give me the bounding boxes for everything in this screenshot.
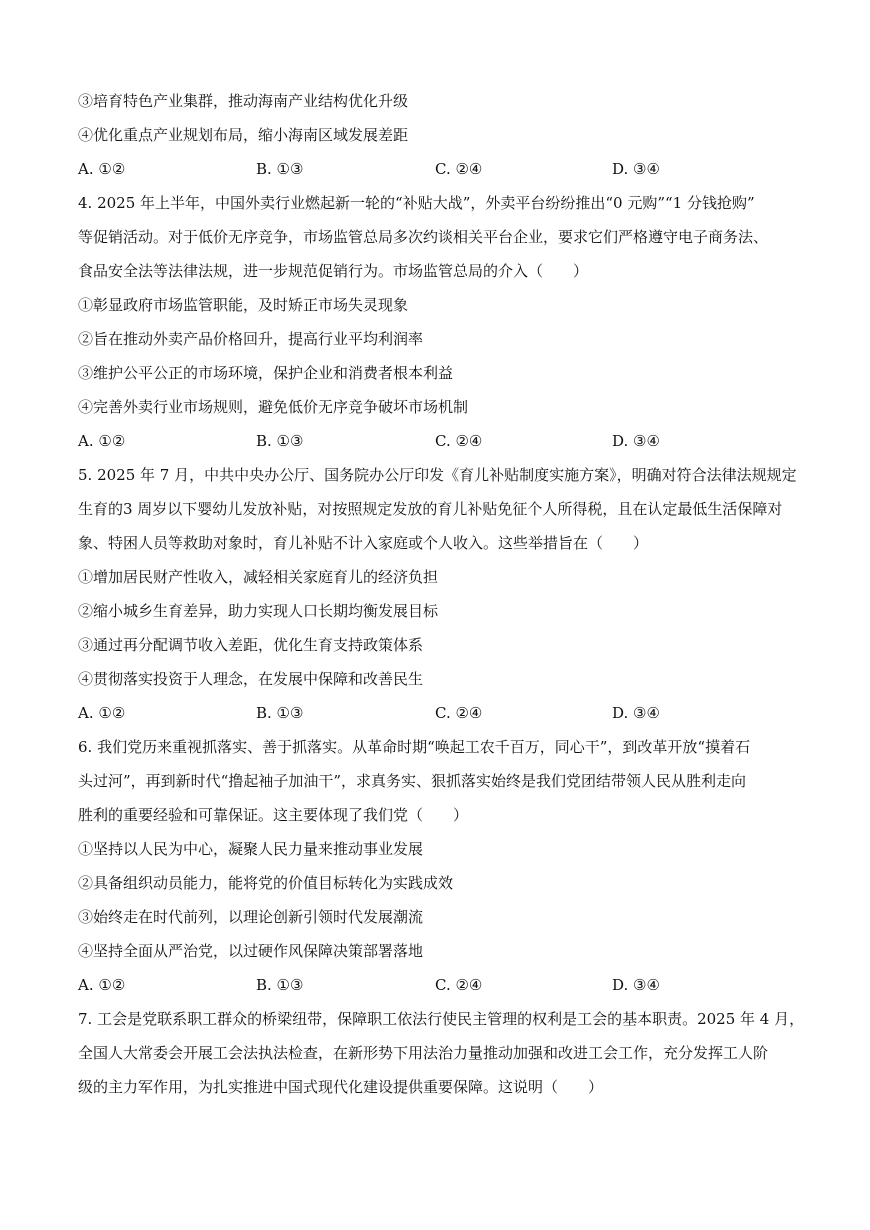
question-stem-line: 食品安全法等法律法规，进一步规范促销行为。市场监管总局的介入（ ）: [78, 262, 589, 280]
option-line: ③始终走在时代前列，以理论创新引领时代发展潮流: [78, 908, 424, 926]
answer-choices: [78, 968, 798, 1002]
option-line: ②缩小城乡生育差异，助力实现人口长期均衡发展目标: [78, 602, 439, 620]
option-line: ②具备组织动员能力，能将党的价值目标转化为实践成效: [78, 874, 454, 892]
question-4: [78, 186, 798, 458]
question-stem-line: 胜利的重要经验和可靠保证。这主要体现了我们党（ ）: [78, 806, 469, 824]
answer-choices: [78, 696, 798, 730]
question-stem-line: 全国人大常委会开展工会法执法检查，在新形势下用法治力量推动加强和改进工会工作，充分发挥工人阶: [78, 1044, 769, 1062]
answer-choices: [78, 424, 798, 458]
choice-a: A. ①②: [78, 432, 126, 450]
choice-d: D. ③④: [612, 704, 660, 722]
question-stem-line: 4. 2025 年上半年，中国外卖行业燃起新一轮的“补贴大战”，外卖平台纷纷推出“0 元购”“1 分钱抢购”: [78, 194, 755, 212]
option-line: ③维护公平公正的市场环境，保护企业和消费者根本利益: [78, 364, 454, 382]
option-line: ②旨在推动外卖产品价格回升，提高行业平均利润率: [78, 330, 424, 348]
choice-a: A. ①②: [78, 160, 126, 178]
question-stem-line: 6. 我们党历来重视抓落实、善于抓落实。从革命时期“唤起工农千百万，同心干”，到改革开放“摸着石: [78, 738, 751, 756]
choice-d: D. ③④: [612, 432, 660, 450]
question-stem-line: 级的主力军作用，为扎实推进中国式现代化建设提供重要保障。这说明（ ）: [78, 1078, 604, 1096]
choice-b: B. ①③: [256, 704, 304, 722]
choice-b: B. ①③: [256, 432, 304, 450]
option-line: ④坚持全面从严治党，以过硬作风保障决策部署落地: [78, 942, 424, 960]
exam-page: [78, 84, 805, 1104]
choice-c: C. ②④: [435, 432, 483, 450]
option-line: ①增加居民财产性收入，减轻相关家庭育儿的经济负担: [78, 568, 439, 586]
choice-d: D. ③④: [612, 976, 660, 994]
choice-c: C. ②④: [435, 704, 483, 722]
choice-d: D. ③④: [612, 160, 660, 178]
choice-c: C. ②④: [435, 160, 483, 178]
choice-a: A. ①②: [78, 976, 126, 994]
choice-b: B. ①③: [256, 160, 304, 178]
option-line: ④优化重点产业规划布局，缩小海南区域发展差距: [78, 126, 409, 144]
option-line: ①坚持以人民为中心，凝聚人民力量来推动事业发展: [78, 840, 424, 858]
question-stem-line: 象、特困人员等救助对象时，育儿补贴不计入家庭或个人收入。这些举措旨在（ ）: [78, 534, 649, 552]
choice-a: A. ①②: [78, 704, 126, 722]
option-line: ③培育特色产业集群，推动海南产业结构优化升级: [78, 92, 409, 110]
carryover-block: [78, 84, 798, 186]
question-stem-line: 等促销活动。对于低价无序竞争，市场监管总局多次约谈相关平台企业，要求它们严格遵守电子商务法、: [78, 228, 769, 246]
question-7: [78, 1002, 805, 1104]
choice-b: B. ①③: [256, 976, 304, 994]
option-line: ④完善外卖行业市场规则，避免低价无序竞争破坏市场机制: [78, 398, 469, 416]
choice-c: C. ②④: [435, 976, 483, 994]
answer-choices: [78, 152, 798, 186]
question-5: [78, 458, 798, 730]
question-stem-line: 7. 工会是党联系职工群众的桥梁纽带，保障职工依法行使民主管理的权利是工会的基本职责。2025 年 4 月，: [78, 1010, 805, 1028]
option-line: ①彰显政府市场监管职能，及时矫正市场失灵现象: [78, 296, 409, 314]
question-stem-line: 生育的3 周岁以下婴幼儿发放补贴，对按照规定发放的育儿补贴免征个人所得税，且在认定最低生活保障对: [78, 500, 783, 518]
option-line: ④贯彻落实投资于人理念，在发展中保障和改善民生: [78, 670, 424, 688]
question-stem-line: 5. 2025 年 7 月，中共中央办公厅、国务院办公厅印发《育儿补贴制度实施方案》，明确对符合法律法规规定: [78, 466, 797, 484]
question-stem-line: 头过河”，再到新时代“撸起袖子加油干”，求真务实、狠抓落实始终是我们党团结带领人民从胜利走向: [78, 772, 747, 790]
question-6: [78, 730, 798, 1002]
option-line: ③通过再分配调节收入差距，优化生育支持政策体系: [78, 636, 424, 654]
